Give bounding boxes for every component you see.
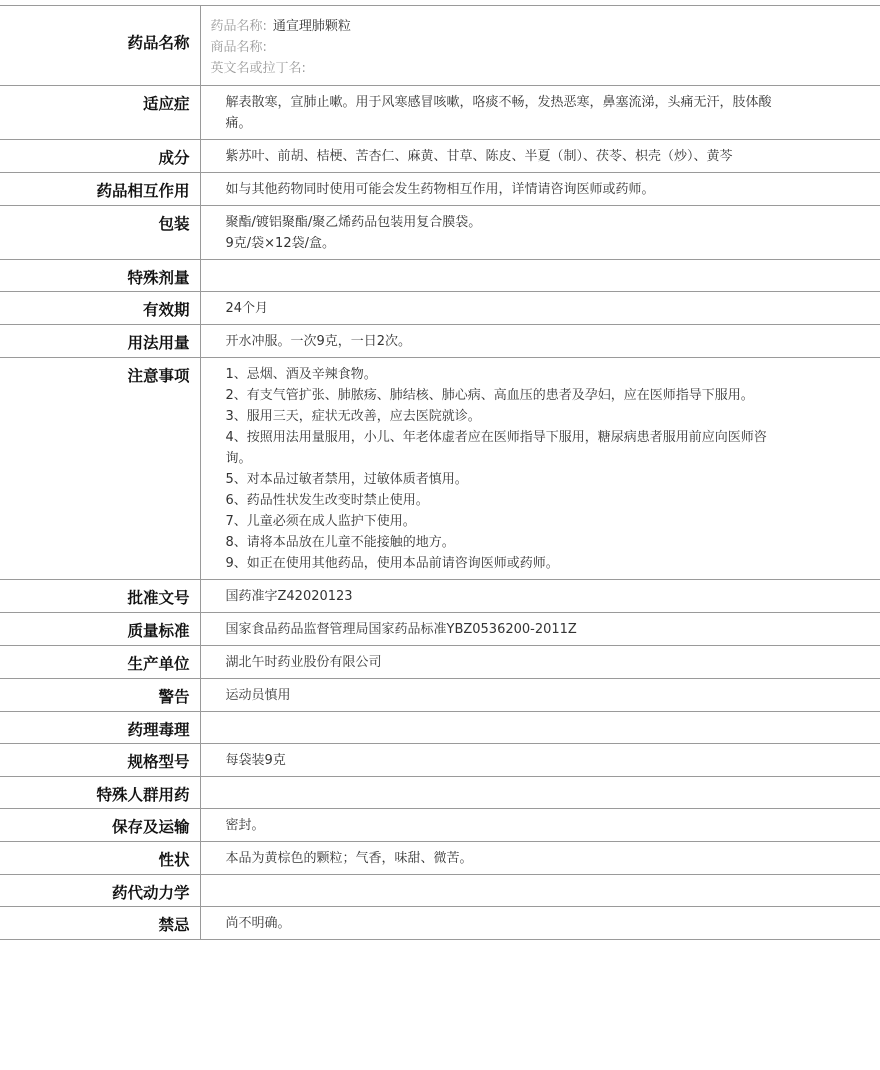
label-approval: 批准文号 [0,580,200,613]
label-standard: 质量标准 [0,613,200,646]
package-line-2: 9克/袋×12袋/盒。 [225,236,335,251]
value-manufacturer: 湖北午时药业股份有限公司 [200,646,880,679]
label-usage: 用法用量 [0,325,200,358]
label-toxicology: 药理毒理 [0,712,200,744]
row-contraindication [0,907,880,940]
precaution-item: 6、药品性状发生改变时禁止使用。 [225,493,429,508]
row-manufacturer [0,646,880,679]
precaution-item: 4、按照用法用量服用，小儿、年老体虚者应在医师指导下服用，糖尿病患者服用前应向医师咨询。 [225,430,767,466]
value-special-population [200,777,880,809]
generic-name-line [211,16,880,37]
row-special-population [0,777,880,809]
label-warning: 警告 [0,679,200,712]
value-standard: 国家食品药品监督管理局国家药品标准YBZ0536200-2011Z [200,613,880,646]
label-contraindication: 禁忌 [0,907,200,940]
value-appearance: 本品为黄棕色的颗粒；气香，味甜、微苦。 [200,842,880,875]
row-drug-name [0,6,880,86]
precaution-item: 2、有支气管扩张、肺脓疡、肺结核、肺心病、高血压的患者及孕妇，应在医师指导下服用。 [225,388,754,403]
precaution-item: 5、对本品过敏者禁用，过敏体质者慎用。 [225,472,468,487]
label-appearance: 性状 [0,842,200,875]
row-usage [0,325,880,358]
drug-name-block [200,6,880,86]
row-pharmacokinetics [0,875,880,907]
row-ingredients [0,140,880,173]
label-interaction: 药品相互作用 [0,173,200,206]
value-package [200,206,880,260]
row-precautions [0,358,880,580]
label-indication: 适应症 [0,86,200,140]
value-usage: 开水冲服。一次9克，一日2次。 [200,325,880,358]
precaution-item: 8、请将本品放在儿童不能接触的地方。 [225,535,455,550]
value-toxicology [200,712,880,744]
row-special-dose [0,260,880,292]
label-drug-name: 药品名称 [0,6,200,86]
row-storage [0,809,880,842]
label-special-population: 特殊人群用药 [0,777,200,809]
value-interaction: 如与其他药物同时使用可能会发生药物相互作用，详情请咨询医师或药师。 [200,173,880,206]
precaution-item: 1、忌烟、酒及辛辣食物。 [225,367,377,382]
generic-name-value: 通宣理肺颗粒 [272,19,351,34]
precaution-item: 7、儿童必须在成人监护下使用。 [225,514,416,529]
value-approval: 国药准字Z42020123 [200,580,880,613]
row-toxicology [0,712,880,744]
row-standard [0,613,880,646]
value-ingredients: 紫苏叶、前胡、桔梗、苦杏仁、麻黄、甘草、陈皮、半夏（制）、茯苓、枳壳（炒）、黄芩 [200,140,880,173]
label-ingredients: 成分 [0,140,200,173]
value-pharmacokinetics [200,875,880,907]
value-contraindication: 尚不明确。 [200,907,880,940]
label-manufacturer: 生产单位 [0,646,200,679]
label-package: 包装 [0,206,200,260]
value-special-dose [200,260,880,292]
value-storage: 密封。 [200,809,880,842]
label-precautions: 注意事项 [0,358,200,580]
row-approval [0,580,880,613]
label-spec: 规格型号 [0,744,200,777]
value-validity: 24个月 [200,292,880,325]
value-indication: 解表散寒，宣肺止嗽。用于风寒感冒咳嗽，咯痰不畅，发热恶寒，鼻塞流涕，头痛无汗，肢体酸痛。 [200,86,880,140]
package-line-1: 聚酯/镀铝聚酯/聚乙烯药品包装用复合膜袋。 [225,215,482,230]
row-validity [0,292,880,325]
label-special-dose: 特殊剂量 [0,260,200,292]
trade-name-label: 商品名称: [210,40,267,55]
row-spec [0,744,880,777]
value-precautions [200,358,880,580]
value-spec: 每袋装9克 [200,744,880,777]
value-warning: 运动员慎用 [200,679,880,712]
label-storage: 保存及运输 [0,809,200,842]
drug-spec-table [0,5,880,940]
label-pharmacokinetics: 药代动力学 [0,875,200,907]
generic-name-label: 药品名称: [210,19,267,34]
row-warning [0,679,880,712]
row-interaction [0,173,880,206]
english-name-label: 英文名或拉丁名: [210,61,306,76]
precaution-item: 9、如正在使用其他药品，使用本品前请咨询医师或药师。 [225,556,559,571]
row-package [0,206,880,260]
english-name-line [211,58,880,79]
row-appearance [0,842,880,875]
trade-name-line [211,37,880,58]
precaution-item: 3、服用三天，症状无改善，应去医院就诊。 [225,409,481,424]
label-validity: 有效期 [0,292,200,325]
row-indication [0,86,880,140]
